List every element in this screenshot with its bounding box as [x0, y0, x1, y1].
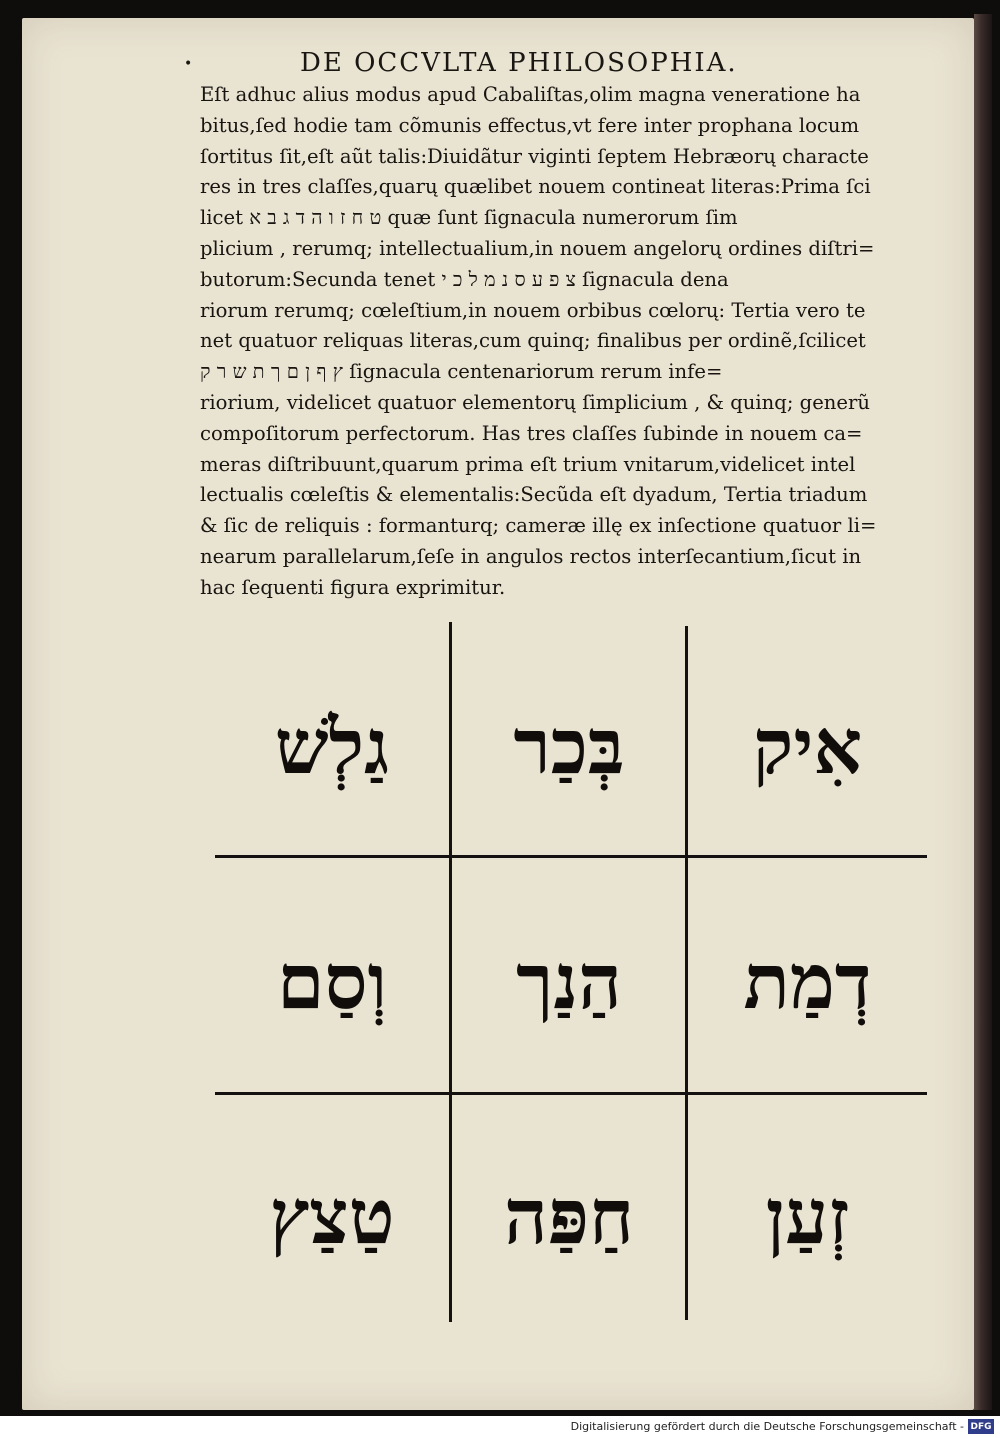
text-line: butorum:Secunda tenet צ פ ע ס נ מ ל כ י ſignacula dena — [200, 267, 729, 291]
dfg-logo: DFG — [968, 1419, 994, 1434]
chamber-cell: זְעַן — [765, 1172, 850, 1261]
chamber-cell: חַפַּה — [503, 1172, 635, 1261]
chamber-cell: בְּכַר — [513, 702, 625, 791]
text-line: res in tres claſſes,quarų quælibet nouem contineat literas:Prima ſci — [200, 175, 871, 199]
footer-bar — [0, 1416, 1000, 1438]
body-text — [200, 80, 960, 604]
chamber-cell: וְסַם — [276, 937, 388, 1026]
text-line: riorium, videlicet quatuor elementorų ſimplicium , & quinq; generũ — [200, 390, 870, 414]
text-line: ſortitus ſit,eſt aũt talis:Diuidãtur viginti ſeptem Hebræorų characte — [200, 144, 869, 168]
text-line: compoſitorum perfectorum. Has tres claſſes ſubinde in nouem ca= — [200, 421, 863, 445]
chamber-cell: גַלְשׁ — [274, 702, 390, 791]
chamber-cell: דְמַת — [743, 937, 872, 1026]
page-edge — [974, 14, 992, 1410]
grid-horizontal-line — [215, 855, 927, 858]
text-line: net quatuor reliquas literas,cum quinq; finalibus per ordinẽ,ſcilicet — [200, 329, 866, 353]
running-header: DE OCCVLTA PHILOSOPHIA. — [300, 48, 738, 78]
grid-horizontal-line — [215, 1092, 927, 1095]
grid-vertical-line — [449, 622, 452, 1322]
text-line: plicium , rerumq; intellectualium,in nouem angelorų ordines diſtri= — [200, 236, 875, 260]
folio-mark: • — [184, 56, 193, 72]
text-line: hac ſequenti figura exprimitur. — [200, 575, 506, 599]
text-line: licet ט ח ז ו ה ד ג ב א quæ ſunt ſignacula numerorum ſim — [200, 206, 738, 230]
text-line: lectualis cœleſtis & elementalis:Secũda eſt dyadum, Tertia triadum — [200, 483, 868, 507]
funding-note: Digitalisierung gefördert durch die Deutsche Forschungsgemeinschaft - — [570, 1420, 964, 1433]
text-line: nearum parallelarum,ſeſe in angulos rectos interſecantium,ſicut in — [200, 544, 862, 568]
text-line: & ſic de reliquis : formanturq; cameræ illę ex inſectione quatuor li= — [200, 514, 877, 538]
chamber-cell: הַנַך — [516, 937, 622, 1026]
nine-chambers-figure — [215, 622, 930, 1322]
chamber-cell: אִיק — [752, 702, 863, 791]
text-line: ץ ף ן ם ך ת ש ר ק ſignacula centenariorum rerum infe= — [200, 360, 723, 384]
chamber-cell: טַצַץ — [269, 1172, 395, 1261]
text-line: riorum rerumq; cœleſtium,in nouem orbibus cœlorų: Tertia vero te — [200, 298, 866, 322]
grid-vertical-line — [685, 626, 688, 1320]
text-line: meras diſtribuunt,quarum prima eſt trium vnitarum,videlicet intel — [200, 452, 856, 476]
text-line: Eſt adhuc alius modus apud Cabaliſtas,olim magna veneratione ha — [200, 83, 861, 106]
text-line: bitus,ſed hodie tam cõmunis effectus,vt fere inter prophana locum — [200, 113, 860, 137]
